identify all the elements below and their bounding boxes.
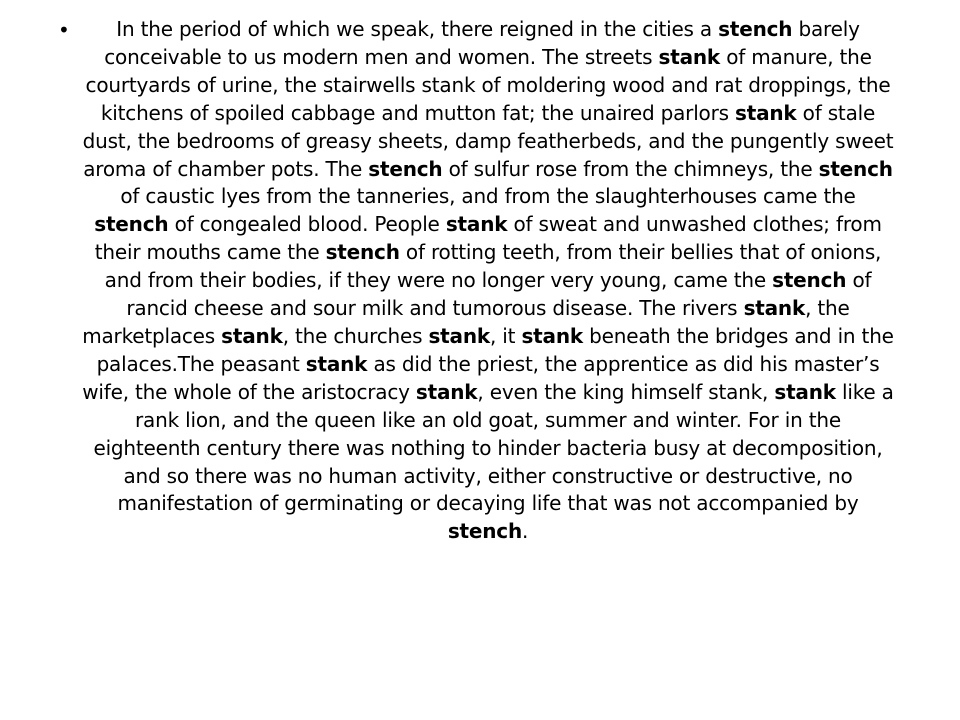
highlighted-word: stank [774, 379, 836, 404]
highlighted-word: stench [818, 156, 893, 181]
text-run: barely conceivable to us modern men and women. The streets [104, 17, 860, 69]
highlighted-word: stank [428, 323, 490, 348]
highlighted-word: stank [445, 212, 508, 237]
text-run: In the period of which we speak, there reigned in the cities a [116, 17, 719, 41]
text-run: like a rank lion, and the queen like an old goat, summer and winter. For in the eighteenth century there was nothing to hinder bacteria busy at decomposition, and so there was no human activity, either constructive or destructive, no manifestation of germinating or decaying life that was not accompanied by [93, 379, 894, 516]
text-run: of caustic lyes from the tanneries, and from the slaughterhouses came the [120, 184, 856, 209]
text-run: , the churches [282, 323, 429, 348]
highlighted-word: stench [94, 212, 169, 237]
text-run: of rotting teeth, from their bellies that of onions, and from their bodies, if they were no longer very young, came the [104, 240, 882, 293]
highlighted-word: stench [325, 240, 400, 265]
text-run: of rancid cheese and sour milk and tumorous disease. The rivers [126, 268, 872, 321]
text-run: of stale dust, the bedrooms of greasy sheets, damp featherbeds, and the pungently sweet aroma of chamber pots. The [82, 100, 894, 181]
highlighted-word: stank [743, 296, 806, 321]
text-run: beneath the bridges and in the palaces.The peasant [96, 323, 894, 376]
bullet-point: • [58, 18, 70, 42]
highlighted-word: stench [718, 17, 793, 41]
text-run: , even the king himself stank, [477, 379, 775, 404]
text-run: . [522, 519, 529, 544]
highlighted-word: stank [521, 323, 583, 348]
highlighted-word: stank [735, 100, 797, 125]
text-run: as did the priest, the apprentice as did his master’s wife, the whole of the aristocracy [82, 351, 880, 404]
highlighted-word: stench [447, 519, 522, 544]
highlighted-word: stank [415, 379, 478, 404]
text-run: , it [489, 323, 522, 348]
highlighted-word: stank [221, 323, 283, 348]
text-run: of congealed blood. People [168, 212, 446, 237]
text-run: of manure, the courtyards of urine, the stairwells stank of moldering wood and rat droppings, the kitchens of spoiled cabbage and mutton fat; the unaired parlors [85, 44, 891, 125]
quote-paragraph [82, 16, 894, 546]
text-run: of sweat and unwashed clothes; from their mouths came the [94, 212, 882, 265]
text-run: , the marketplaces [82, 296, 850, 348]
highlighted-word: stank [305, 351, 368, 376]
highlighted-word: stank [658, 44, 721, 69]
highlighted-word: stench [772, 268, 847, 293]
highlighted-word: stench [368, 156, 443, 181]
text-run: of sulfur rose from the chimneys, the [442, 156, 819, 181]
